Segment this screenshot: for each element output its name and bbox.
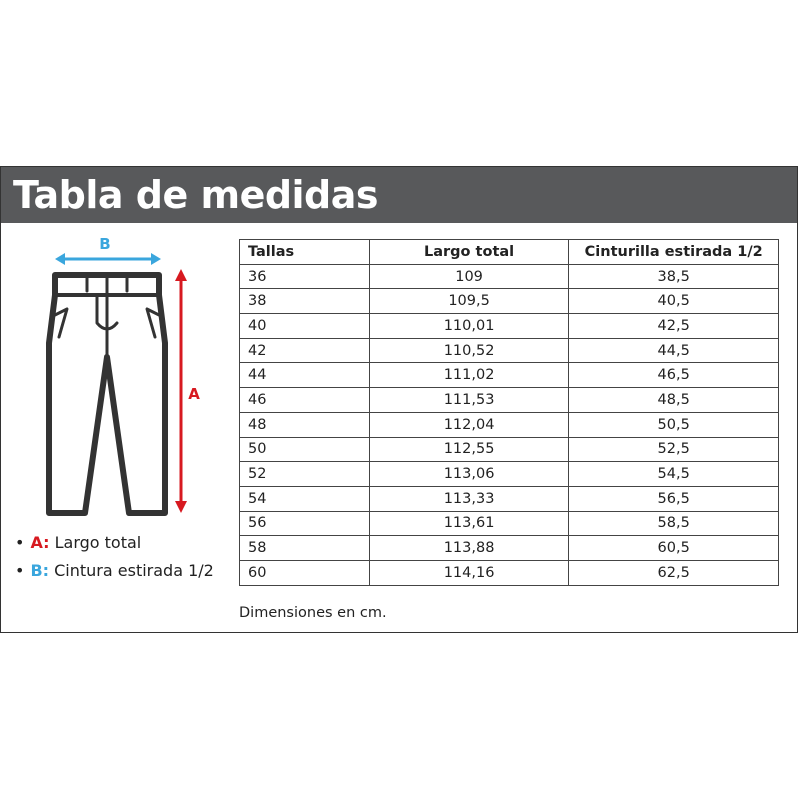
cell-total-length: 114,16 [369, 560, 569, 585]
cell-total-length: 110,52 [369, 338, 569, 363]
title-bar [1, 167, 797, 223]
cell-size: 52 [240, 462, 370, 487]
cell-total-length: 111,53 [369, 388, 569, 413]
cell-total-length: 113,06 [369, 462, 569, 487]
legend-text-a: Largo total [54, 533, 142, 552]
cell-total-length: 109,5 [369, 289, 569, 314]
cell-size: 50 [240, 437, 370, 462]
footnote: Dimensiones en cm. [239, 605, 387, 621]
cell-waist: 42,5 [569, 314, 779, 339]
cell-waist: 60,5 [569, 536, 779, 561]
cell-waist: 40,5 [569, 289, 779, 314]
header-total-length: Largo total [369, 240, 569, 265]
measure-b-arrow [55, 253, 161, 265]
legend [15, 529, 214, 585]
table-row [240, 560, 779, 585]
cell-total-length: 113,61 [369, 511, 569, 536]
cell-waist: 50,5 [569, 412, 779, 437]
table-row [240, 289, 779, 314]
pants-diagram [25, 233, 225, 523]
legend-item-a: • A: Largo total [15, 533, 142, 552]
cell-waist: 44,5 [569, 338, 779, 363]
legend-text-b: Cintura estirada 1/2 [54, 561, 214, 580]
cell-size: 40 [240, 314, 370, 339]
table-row [240, 437, 779, 462]
cell-total-length: 110,01 [369, 314, 569, 339]
cell-total-length: 113,88 [369, 536, 569, 561]
table-row [240, 363, 779, 388]
cell-total-length: 109 [369, 264, 569, 289]
cell-size: 54 [240, 486, 370, 511]
table-row [240, 314, 779, 339]
table-row [240, 511, 779, 536]
cell-waist: 56,5 [569, 486, 779, 511]
page-title: Tabla de medidas [13, 173, 379, 217]
cell-waist: 46,5 [569, 363, 779, 388]
cell-total-length: 112,55 [369, 437, 569, 462]
table-body [240, 264, 779, 585]
cell-total-length: 111,02 [369, 363, 569, 388]
table-row [240, 388, 779, 413]
table-row [240, 264, 779, 289]
pants-icon [49, 275, 165, 513]
cell-size: 38 [240, 289, 370, 314]
cell-waist: 52,5 [569, 437, 779, 462]
cell-size: 56 [240, 511, 370, 536]
size-chart-card [0, 166, 798, 633]
table-row [240, 462, 779, 487]
cell-size: 58 [240, 536, 370, 561]
cell-waist: 62,5 [569, 560, 779, 585]
header-sizes: Tallas [240, 240, 370, 265]
legend-item-b: • B: Cintura estirada 1/2 [15, 561, 214, 580]
table-header-row [240, 240, 779, 265]
cell-waist: 48,5 [569, 388, 779, 413]
measure-a-label: A [188, 385, 200, 403]
legend-key-a: A: [30, 533, 50, 552]
cell-size: 44 [240, 363, 370, 388]
header-waist: Cinturilla estirada 1/2 [569, 240, 779, 265]
measure-b-label: B [99, 235, 111, 253]
table-row [240, 412, 779, 437]
table-row [240, 338, 779, 363]
table-row [240, 486, 779, 511]
cell-waist: 54,5 [569, 462, 779, 487]
cell-waist: 58,5 [569, 511, 779, 536]
cell-size: 42 [240, 338, 370, 363]
cell-waist: 38,5 [569, 264, 779, 289]
legend-key-b: B: [30, 561, 50, 580]
cell-size: 48 [240, 412, 370, 437]
measure-a-arrow [175, 269, 187, 513]
cell-size: 36 [240, 264, 370, 289]
cell-total-length: 112,04 [369, 412, 569, 437]
size-table [239, 239, 779, 586]
cell-size: 60 [240, 560, 370, 585]
table-row [240, 536, 779, 561]
cell-size: 46 [240, 388, 370, 413]
cell-total-length: 113,33 [369, 486, 569, 511]
